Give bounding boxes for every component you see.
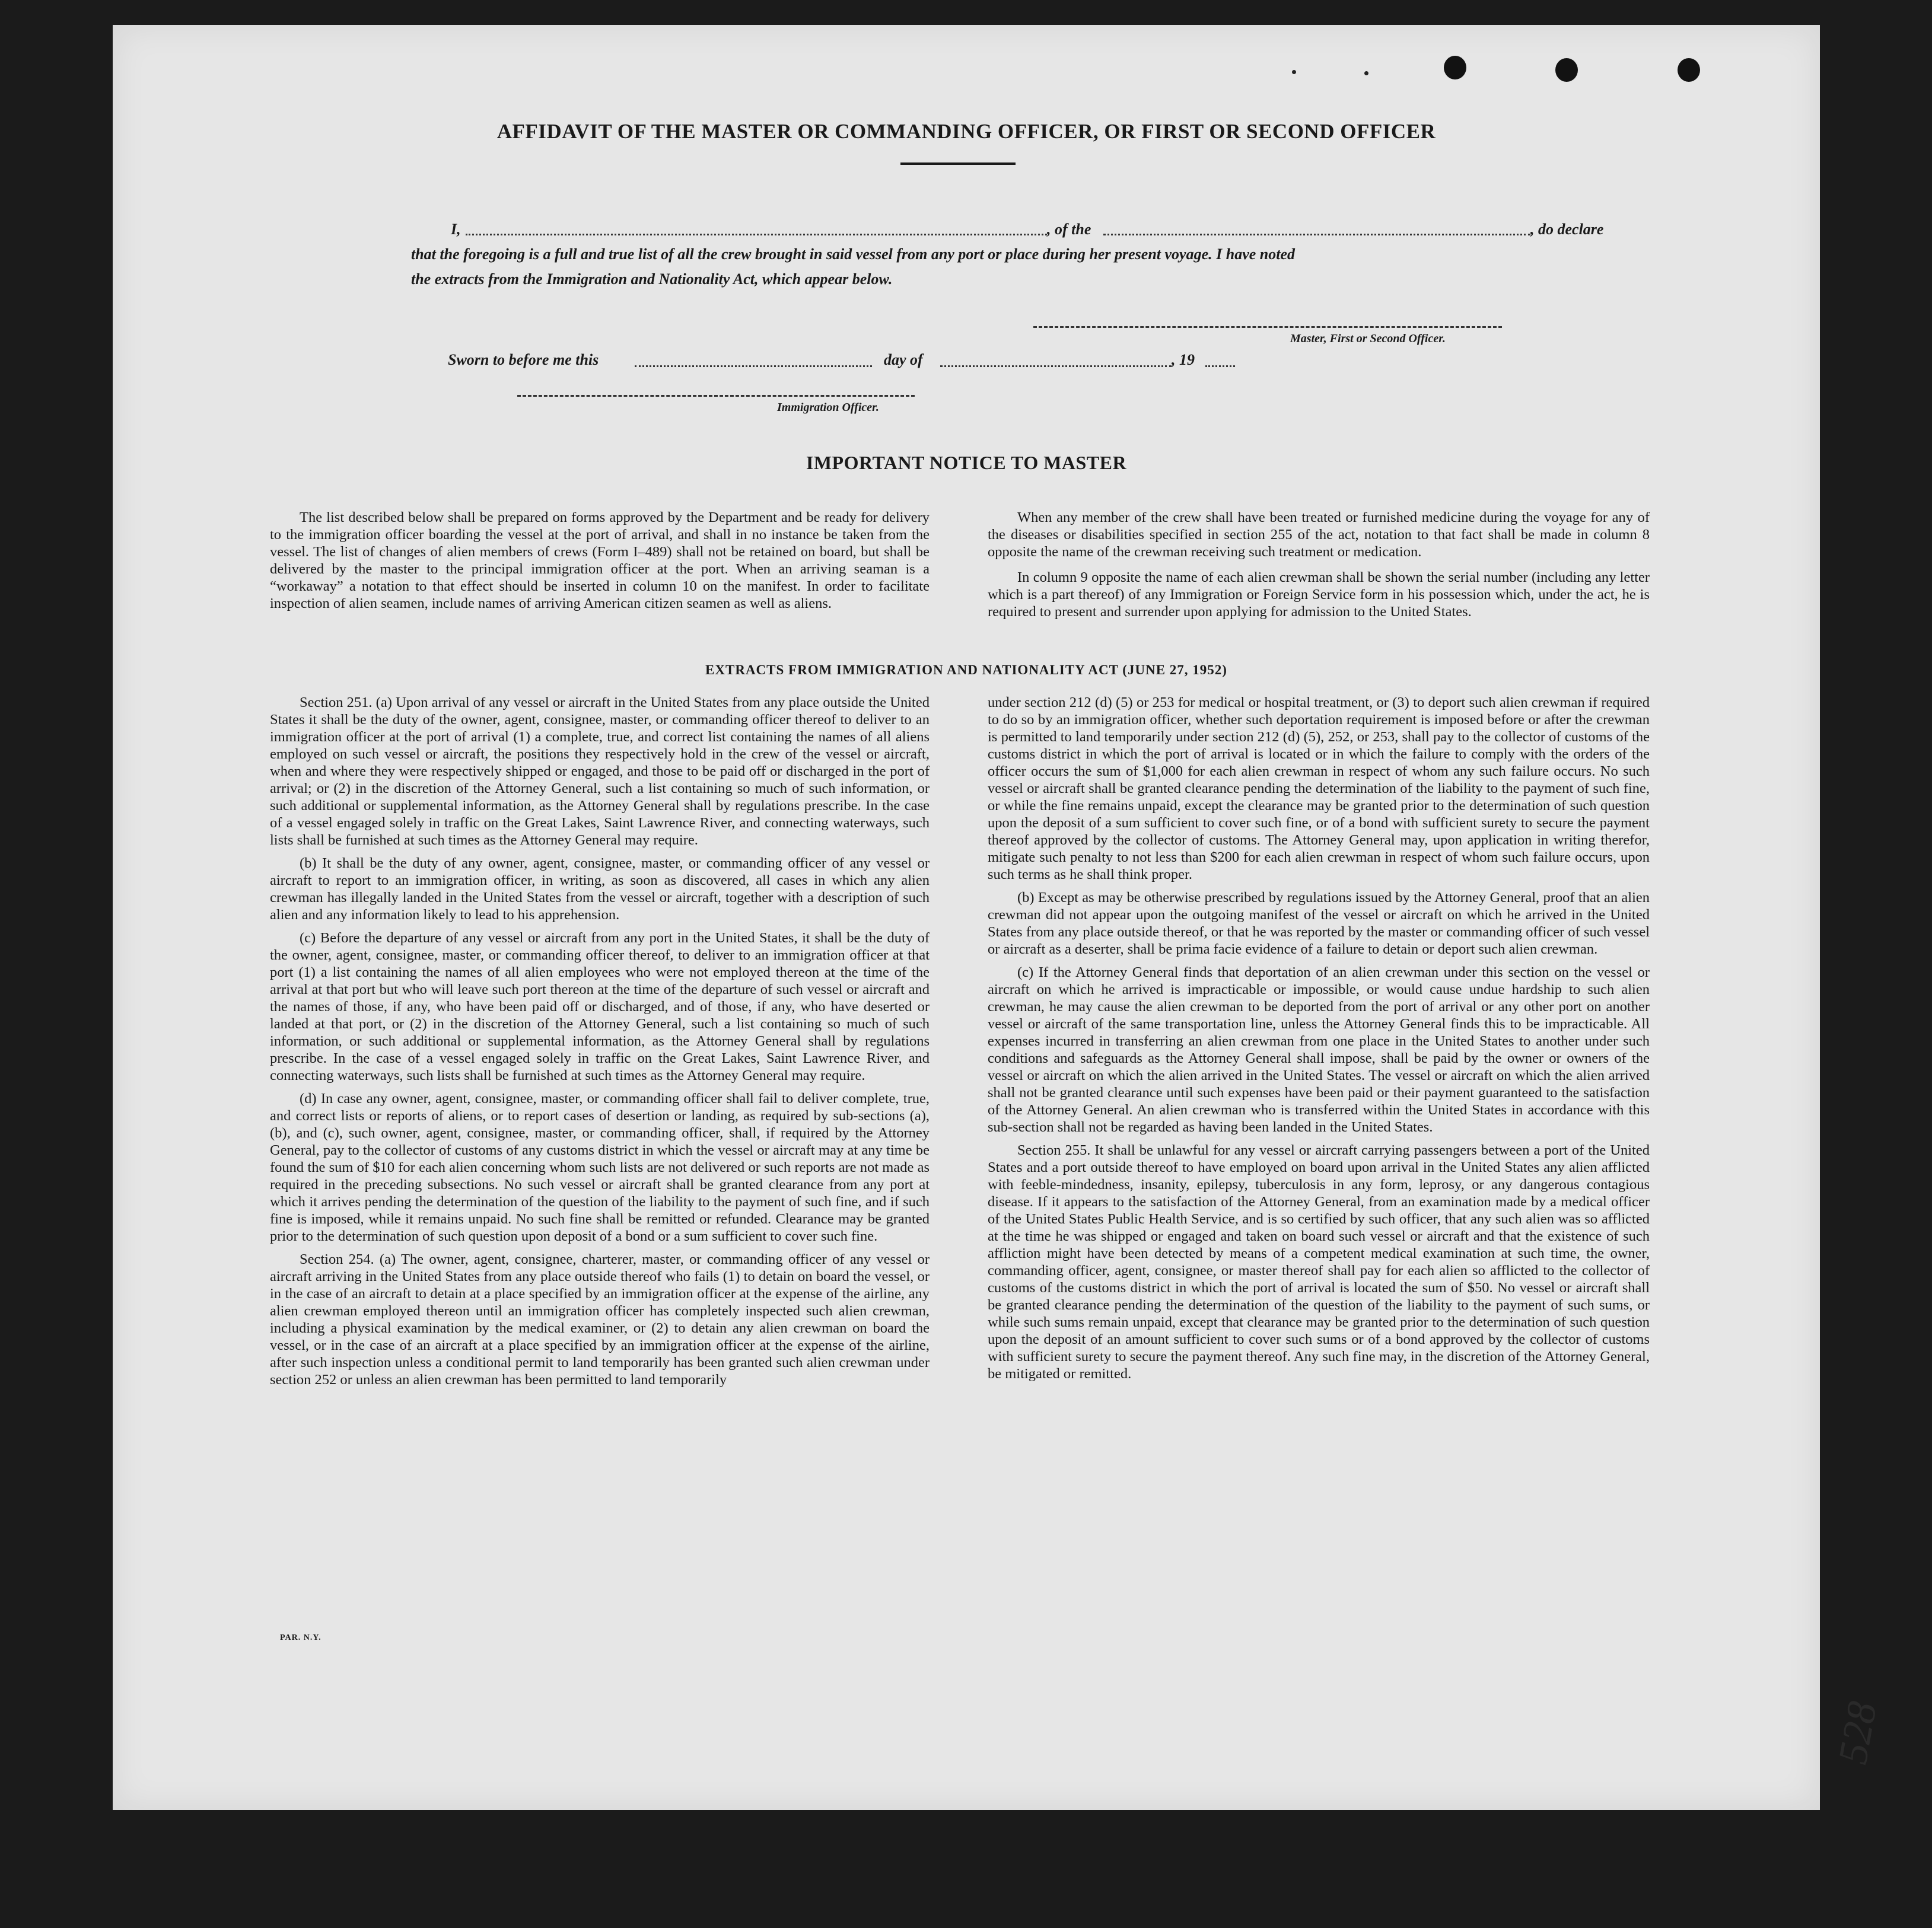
of-the-label: , of the [1047,221,1091,238]
name-field[interactable] [466,234,1047,235]
section-254-a-continued: under section 212 (d) (5) or 253 for medical or hospital treatment, or (3) to deport such alien crewman if required to do so by an immigration officer, whether such deportation requirement is imposed before or after the crewman is permitted to land temporarily under section 212 (d) (5), 252, or 253, shall pay to the collector of customs of the customs district in which the port of arrival is located or in which the failure to comply with the orders of the officer occurs the sum of $1,000 for each alien crewman in respect of whom any such failure occurs. No such vessel or aircraft shall be granted clearance pending the determination of the liability to the payment of such fine, or while the fine remains unpaid, except the clearance may be granted prior to the determination of such question upon the deposit of a sum sufficient to cover such fine, or of a bond with sufficient surety to secure the payment thereof approved by the collector of customs. The Attorney General may, upon application in writing therefor, mitigate such penalty to not less than $200 for each alien crewman in respect of whom such failure occurs, upon such terms as he shall think proper. [988,694,1650,882]
do-declare-label: , do declare [1530,221,1604,238]
master-signature-line[interactable] [1033,326,1502,328]
speck [1364,71,1368,75]
speck [1292,70,1296,74]
affidavit-title: AFFIDAVIT OF THE MASTER OR COMMANDING OFFICER, OR FIRST OR SECOND OFFICER [496,120,1436,143]
sworn-day-field[interactable] [635,365,872,367]
section-251-c: (c) Before the departure of any vessel or aircraft from any port in the United States, it shall be the duty of the owner, agent, consignee, master, or commanding officer thereof, to deliver to an immigration officer at that port (1) a list containing the names of all alien employees who were not employed thereon at the time of the arrival at that port but who will leave such port thereon at the time of the departure of such vessel or aircraft and the names of those, if any, who have been paid off or discharged, and of those, if any, who have deserted or landed at that port, or (2) in the discretion of the Attorney General, such a list containing so much of such information, or such additional or supplemental information, as the Attorney General shall by regulations prescribe. In the case of a vessel engaged solely in traffic on the Great Lakes, Saint Lawrence River, and connecting waterways, such lists shall be furnished at such times as the Attorney General may require. [270,930,930,1083]
year-label: , 19 [1172,351,1195,368]
handwritten-number: 528 [1829,1698,1886,1768]
extracts-right-column [988,694,1650,1382]
section-254-b: (b) Except as may be otherwise prescribed by regulations issued by the Attorney General, proof that an alien crewman did not appear upon the outgoing manifest of the vessel or aircraft on which he arrived in the United States from any place outside thereof, or that he was reported by the master or commanding officer of such vessel or aircraft as a deserter, shall be prima facie evidence of a failure to detain or deport such alien crewman. [988,890,1650,957]
print-code: PAR. N.Y. [280,1633,322,1642]
sworn-label: Sworn to before me this [448,351,599,368]
notice-left-column [270,509,930,612]
notice-right-column [988,509,1650,620]
section-251-d: (d) In case any owner, agent, consignee, master, or commanding officer shall fail to deliver complete, true, and correct lists or reports of aliens, or to report cases of desertion or landing, as required by sub-sections (a), (b), and (c), such owner, agent, consignee, master, or commanding officer, shall, if required by the Attorney General, pay to the collector of customs of any customs district in which the vessel or aircraft may at any time be found the sum of $10 for each alien concerning whom such lists are not delivered or such reports are not made as required in the preceding subsections. No such vessel or aircraft shall be granted clearance from any port at which it arrives pending the determination of the question of the liability to the payment of such fine, and if such fine is imposed, while it remains unpaid. No such fine shall be remitted or refunded. Clearance may be granted prior to the determination of such question upon deposit of a bond or a sum sufficient to cover such fine. [270,1091,930,1244]
punch-hole [1444,56,1466,79]
document-page [113,25,1886,1810]
section-255: Section 255. It shall be unlawful for any vessel or aircraft carrying passengers between a port of the United States and a port outside thereof to have employed on board upon arrival in the United States any alien afflicted with feeble-mindedness, insanity, epilepsy, tuberculosis in any form, leprosy, or any dangerous contagious disease. If it appears to the satisfaction of the Attorney General, from an examination made by a medical officer of the United States Public Health Service, and is so certified by such officer, that any such alien was so afflicted at the time he was shipped or engaged and taken on board such vessel or aircraft and that the existence of such affliction might have been detected by means of a competent medical examination at such time, the owner, commanding officer, agent, consignee, or master thereof shall pay for each alien so afflicted to the collector of customs of the customs district in which the port of arrival is located the sum of $50. No vessel or aircraft shall be granted clearance pending the determination of the question of the liability to the payment of such sums, or while such sums remain unpaid, except that clearance may be granted prior to the determination of such question upon the deposit of an amount sufficient to cover such sums or of a bond approved by the collector of customs with sufficient surety to secure the payment thereof. Any such fine may, in the discretion of the Attorney General, be mitigated or remitted. [988,1142,1650,1382]
extracts-left-column [270,694,930,1388]
extracts-title: EXTRACTS FROM IMMIGRATION AND NATIONALITY ACT (JUNE 27, 1952) [705,662,1227,677]
title-rule [900,162,1016,165]
section-254-c: (c) If the Attorney General finds that deportation of an alien crewman under this section on the vessel or aircraft on which he arrived is impracticable or impossible, or would cause undue hardship to such alien crewman, he may cause the alien crewman to be deported from the port of arrival or any other port on another vessel or aircraft of the same transportation line, unless the Attorney General finds this to be impracticable. All expenses incurred in transferring an alien crewman from one place in the United States to another under such conditions and safeguards as the Attorney General shall impose, shall be paid by the owner or owners of the vessel or aircraft on which the alien arrived in the United States. The vessel or aircraft on which the alien arrived shall not be granted clearance until such expenses have been paid or their payment guaranteed to the satisfaction of the Attorney General. An alien crewman who is transferred within the United States in accordance with this sub-section shall not be regarded as having been landed in the United States. [988,964,1650,1135]
section-251-b: (b) It shall be the duty of any owner, agent, consignee, master, or commanding officer of any vessel or aircraft to report to an immigration officer, in writing, as soon as discovered, all cases in which any alien crewman has illegally landed in the United States from the vessel or aircraft, together with a description of such alien and any information likely to lead to his apprehension. [270,855,930,923]
section-251-a: Section 251. (a) Upon arrival of any vessel or aircraft in the United States from any place outside the United States it shall be the duty of the owner, agent, consignee, master, or commanding officer thereof to deliver to an immigration officer at the port of arrival (1) a complete, true, and correct list containing the names of all aliens employed on such vessel or aircraft, the positions they respectively hold in the crew of the vessel or aircraft, when and where they were respectively shipped or engaged, and those to be paid off or discharged in the port of arrival; or (2) in the discretion of the Attorney General, such a list containing so much of such information, or such additional or supplemental information, as the Attorney General shall by regulations prescribe. In the case of a vessel engaged solely in traffic on the Great Lakes, Saint Lawrence River, and connecting waterways, such lists shall be furnished at such times as the Attorney General may require. [270,694,930,848]
punch-hole [1555,58,1578,82]
notice-right-paragraph-1: When any member of the crew shall have been treated or furnished medicine during the voyage for any of the diseases or disabilities specified in section 255 of the act, notation to that fact shall be made in column 8 opposite the name of the crewman receiving such treatment or medication. [988,509,1650,560]
day-of-label: day of [884,351,923,368]
i-label: I, [451,221,461,238]
declaration-line-1: that the foregoing is a full and true list of all the crew brought in said vessel from any port or place during her present voyage. I have noted [411,246,1296,263]
section-254-a: Section 254. (a) The owner, agent, consignee, charterer, master, or commanding officer of any vessel or aircraft arriving in the United States from any place outside thereof who fails (1) to detain on board the vessel, or in the case of an aircraft to detain at a place specified by an immigration officer at the expense of the airline, any alien crewman employed thereon until an immigration officer has completely inspected such alien crewman, including a physical examination by the medical examiner, or (2) to detain any alien crewman on board the vessel, or in the case of an aircraft at a place specified by an immigration officer at the expense of the airline, after such inspection unless a conditional permit to land temporarily has been granted such alien crewman under section 252 or unless an alien crewman has been permitted to land temporarily [270,1251,930,1388]
sworn-month-field[interactable] [940,365,1172,367]
vessel-field[interactable] [1103,234,1530,235]
officer-signature-label: Immigration Officer. [777,401,879,414]
notice-right-paragraph-2: In column 9 opposite the name of each alien crewman shall be shown the serial number (including any letter which is a part thereof) of any Immigration or Foreign Service form in his possession which, under the act, he is required to present and surrender upon applying for admission to the United States. [988,569,1650,620]
sworn-year-field[interactable] [1205,365,1235,367]
punch-hole [1678,58,1700,82]
declaration-line-2: the extracts from the Immigration and Nationality Act, which appear below. [411,270,893,288]
notice-title: IMPORTANT NOTICE TO MASTER [806,452,1127,473]
officer-signature-line[interactable] [517,395,915,397]
master-signature-label: Master, First or Second Officer. [1290,332,1446,345]
notice-left-paragraph: The list described below shall be prepared on forms approved by the Department and be ready for delivery to the immigration officer boarding the vessel at the port of arrival, and shall in no instance be taken from the vessel. The list of changes of alien members of crews (Form I–489) shall not be retained on board, but shall be delivered by the master to the principal immigration officer at the port. When an arriving seaman is a “workaway” a notation to that effect should be inserted in column 10 on the manifest. In order to facilitate inspection of alien seamen, include names of arriving American citizen seamen as well as aliens. [270,509,930,611]
